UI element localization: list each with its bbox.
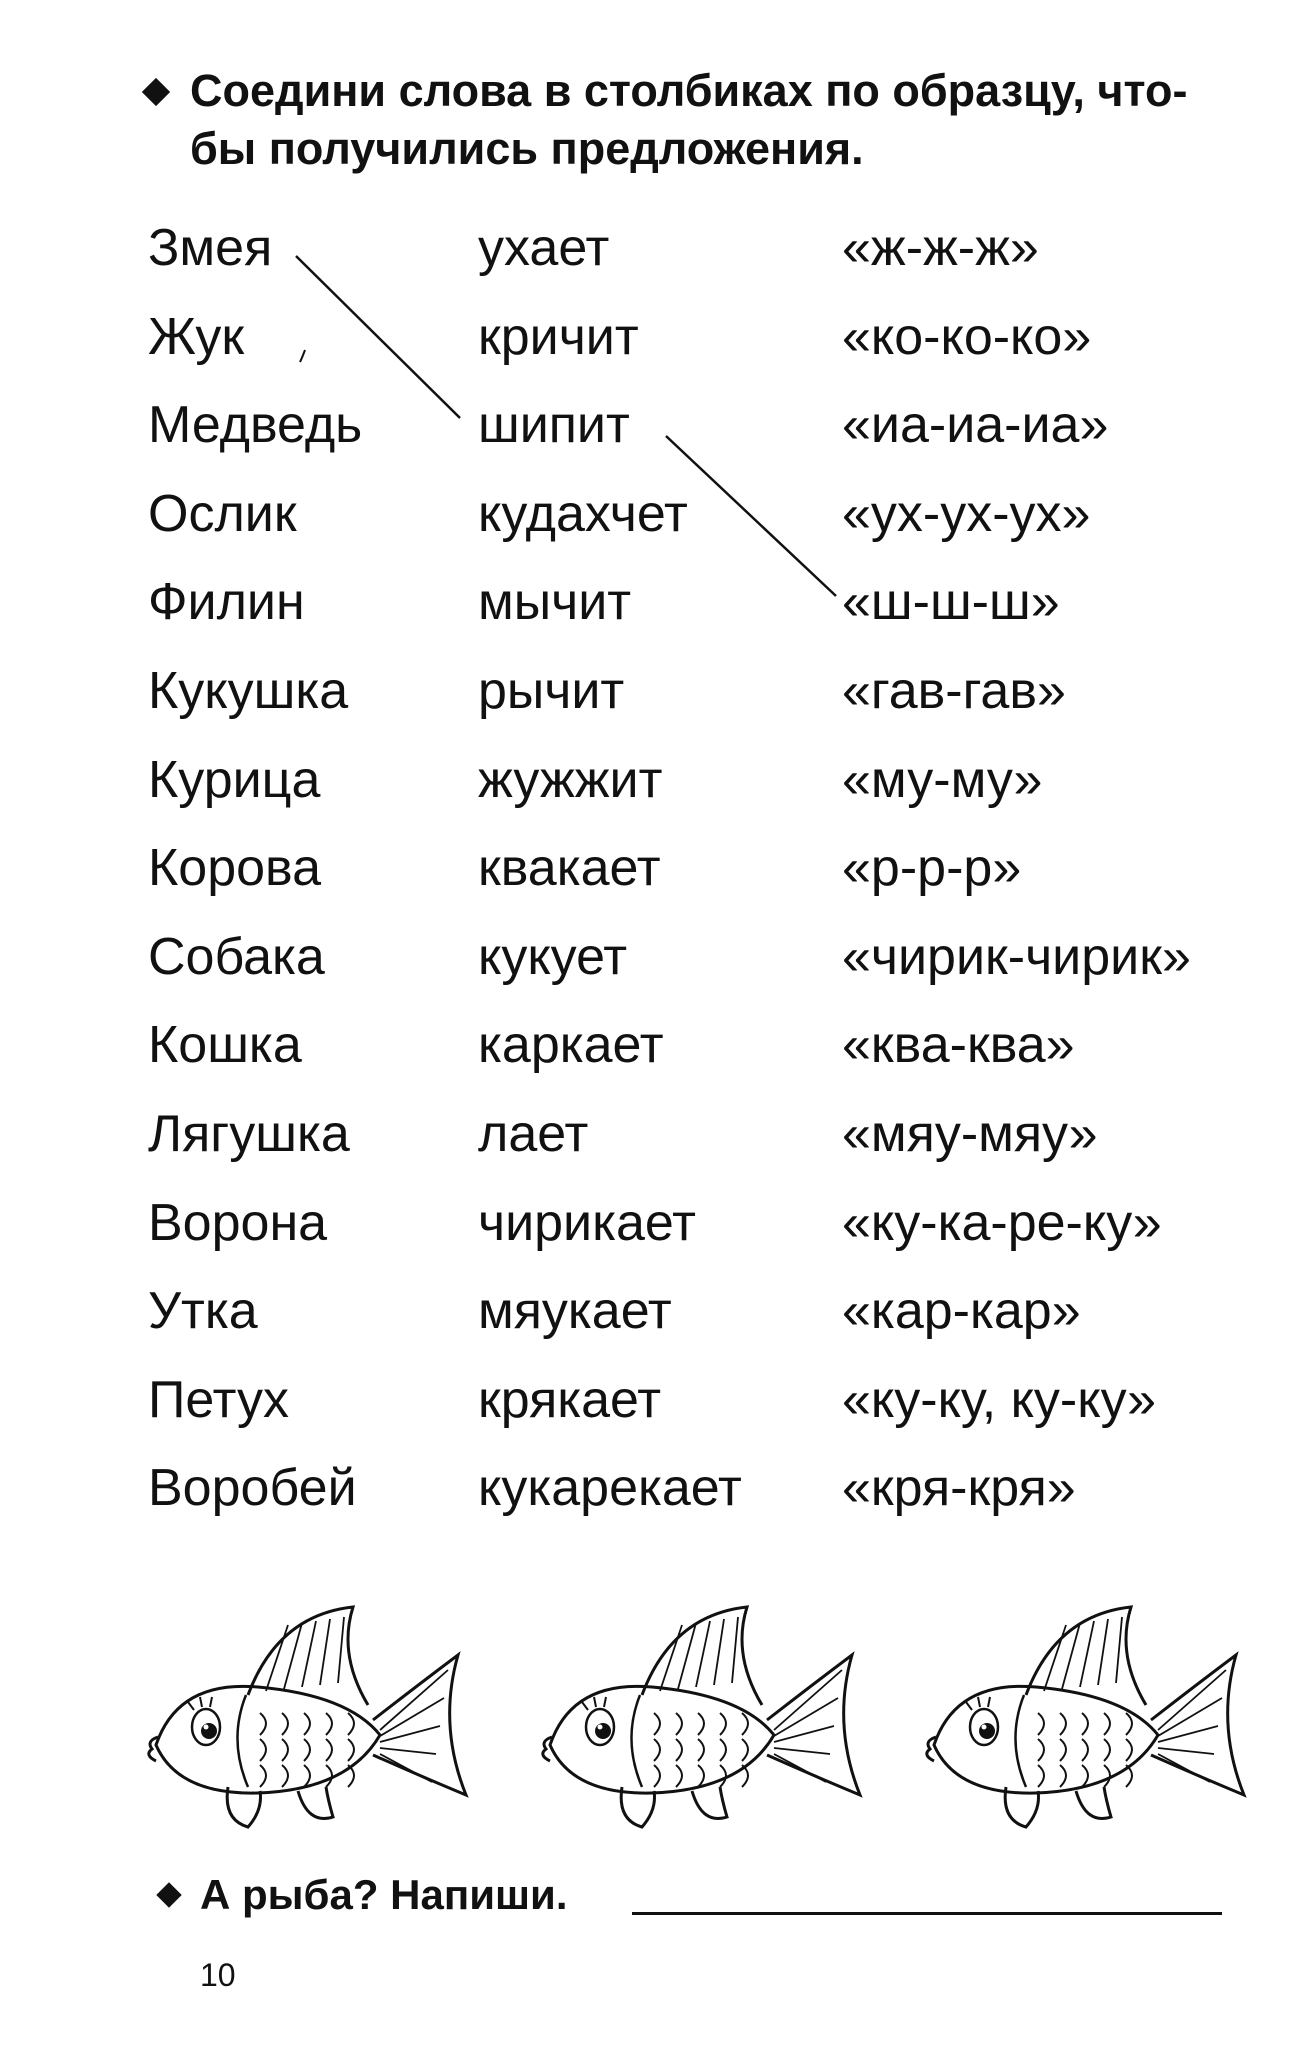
animal-word[interactable]: Кошка: [148, 1016, 302, 1075]
sound-word[interactable]: «ку-ку, ку-ку»: [842, 1370, 1157, 1429]
animal-word[interactable]: Лягушка: [148, 1105, 350, 1163]
verb-word[interactable]: лает: [478, 1105, 589, 1163]
animal-word[interactable]: Собака: [148, 927, 325, 986]
verb-word[interactable]: мяукает: [478, 1282, 672, 1341]
sound-word[interactable]: «ква-ква»: [842, 1016, 1075, 1075]
verb-word[interactable]: квакает: [478, 839, 661, 898]
verb-word[interactable]: ухает: [478, 219, 610, 277]
question-text: А рыба? Напиши.: [200, 1871, 568, 1918]
sound-word[interactable]: «ко-ко-ко»: [842, 307, 1092, 366]
page-number: 10: [200, 1957, 236, 1993]
verb-word[interactable]: чирикает: [478, 1193, 696, 1252]
verb-word[interactable]: рычит: [478, 662, 625, 720]
instruction-text: Соедини слова в столбиках по образцу, что-бы получились предложения.: [190, 65, 1188, 174]
sound-word[interactable]: «мяу-мяу»: [842, 1105, 1098, 1163]
animal-word[interactable]: Петух: [148, 1370, 289, 1429]
verb-word[interactable]: жужжит: [478, 750, 663, 809]
fish-illustrations: [149, 1607, 1244, 1827]
animal-word[interactable]: Ворона: [148, 1193, 328, 1252]
fish-icon: [543, 1607, 860, 1827]
stray-mark: [300, 350, 305, 362]
animal-word[interactable]: Жук: [148, 307, 245, 366]
verb-word[interactable]: кукарекает: [478, 1459, 742, 1518]
verb-word[interactable]: каркает: [478, 1016, 664, 1075]
animal-word[interactable]: Корова: [148, 839, 322, 898]
verb-word[interactable]: крякает: [478, 1370, 662, 1429]
animal-word[interactable]: Змея: [148, 219, 273, 277]
sound-word[interactable]: «ш-ш-ш»: [842, 573, 1060, 632]
sound-word[interactable]: «му-му»: [842, 750, 1043, 809]
sound-word[interactable]: «ух-ух-ух»: [842, 484, 1091, 543]
sound-word[interactable]: «кар-кар»: [842, 1282, 1081, 1341]
verb-word[interactable]: кукует: [478, 927, 628, 986]
verb-word[interactable]: шипит: [478, 396, 630, 455]
animal-word[interactable]: Медведь: [148, 396, 363, 455]
fish-icon: [149, 1607, 466, 1827]
sound-word[interactable]: «ж-ж-ж»: [842, 219, 1039, 277]
verb-word[interactable]: кричит: [478, 307, 639, 366]
answer-line[interactable]: [632, 1912, 1222, 1915]
sound-word[interactable]: «чирик-чирик»: [842, 927, 1191, 986]
verb-word[interactable]: мычит: [478, 573, 632, 632]
fish-icon: [927, 1607, 1244, 1827]
animal-word[interactable]: Филин: [148, 573, 305, 632]
example-line-1: [296, 256, 460, 418]
animal-word[interactable]: Воробей: [148, 1459, 357, 1518]
animal-word[interactable]: Курица: [148, 750, 321, 809]
sound-word[interactable]: «иа-иа-иа»: [842, 396, 1109, 455]
sound-word[interactable]: «р-р-р»: [842, 839, 1022, 898]
sound-word[interactable]: «ку-ка-ре-ку»: [842, 1193, 1162, 1252]
verb-word[interactable]: кудахчет: [478, 484, 688, 543]
example-line-2: [666, 436, 836, 596]
sound-word[interactable]: «гав-гав»: [842, 662, 1066, 720]
animal-word[interactable]: Утка: [148, 1282, 258, 1341]
sound-word[interactable]: «кря-кря»: [842, 1459, 1076, 1518]
animal-word[interactable]: Кукушка: [148, 662, 349, 720]
animal-word[interactable]: Ослик: [148, 484, 297, 543]
